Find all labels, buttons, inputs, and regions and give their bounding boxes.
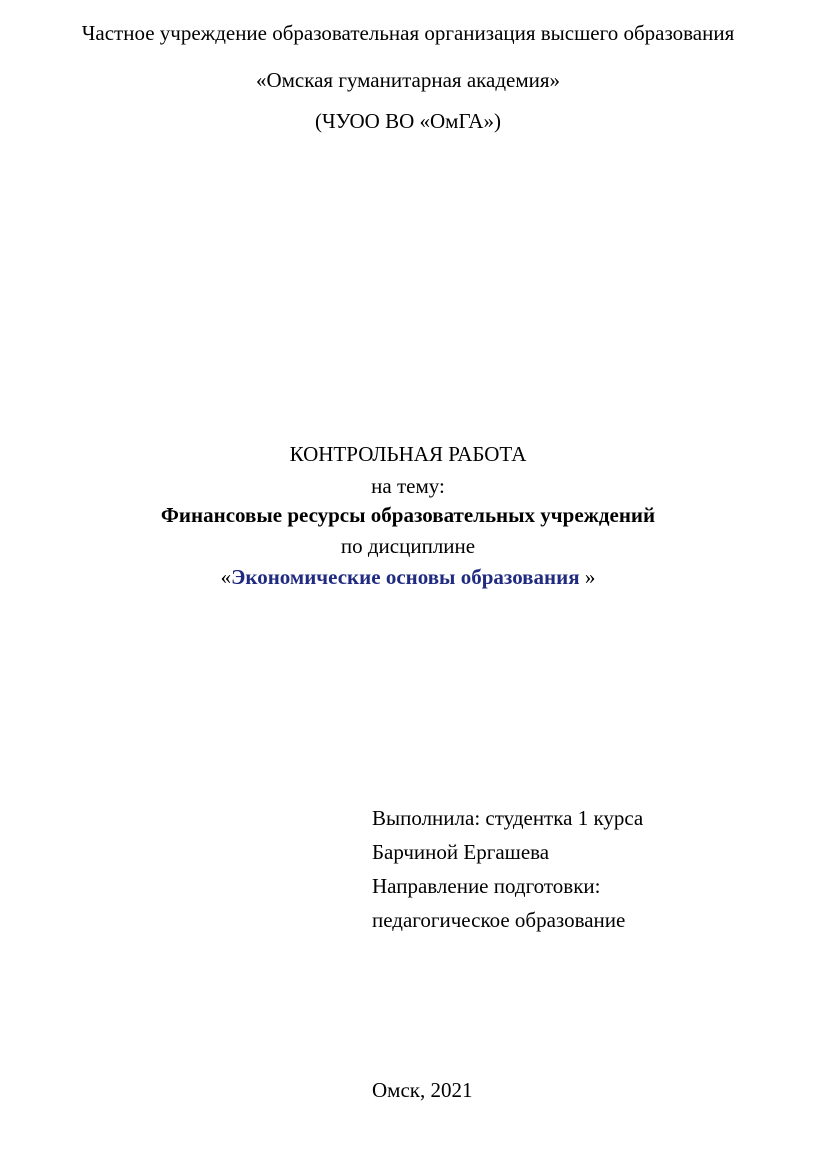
author-block bbox=[372, 801, 643, 937]
topic-label: на тему: bbox=[371, 474, 445, 498]
discipline-label: по дисциплине bbox=[340, 534, 476, 558]
institution-line: Частное учреждение образовательная организация высшего образования bbox=[81, 21, 735, 45]
academy-abbreviation: (ЧУОО ВО «ОмГА») bbox=[315, 109, 501, 133]
direction-label: Направление подготовки: bbox=[372, 874, 601, 898]
performed-by: Выполнила: студентка 1 курса bbox=[372, 806, 644, 830]
work-type-title: КОНТРОЛЬНАЯ РАБОТА bbox=[289, 442, 527, 466]
discipline-open-quote: « bbox=[220, 565, 232, 589]
direction-value: педагогическое образование bbox=[372, 908, 626, 932]
student-name: Барчиной Ергашева bbox=[372, 840, 550, 864]
discipline-line bbox=[0, 564, 816, 590]
academy-name: «Омская гуманитарная академия» bbox=[255, 68, 561, 92]
city-year: Омск, 2021 bbox=[372, 1078, 473, 1102]
topic-title: Финансовые ресурсы образовательных учреждений bbox=[160, 503, 656, 527]
discipline-close-quote: » bbox=[579, 565, 596, 589]
discipline-name: Экономические основы образования bbox=[231, 565, 580, 589]
